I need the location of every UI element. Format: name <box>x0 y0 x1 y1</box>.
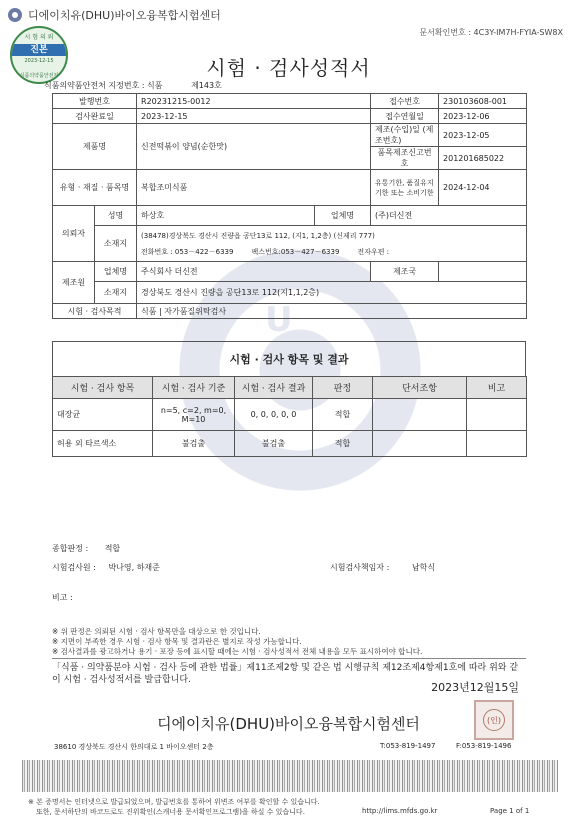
testers-value: 박나영, 하재준 <box>108 563 160 572</box>
maker-label: 제조원 <box>53 262 95 304</box>
done-date: 2023-12-15 <box>137 109 371 124</box>
purpose-value: 식품 | 자가품질위탁검사 <box>137 304 527 319</box>
table-row <box>53 399 527 431</box>
overall-judgment <box>52 543 120 554</box>
receipt-date: 2023-12-06 <box>439 109 527 124</box>
issue-no: R20231215-0012 <box>137 94 371 109</box>
stamp-text: (인) <box>483 709 505 731</box>
col-header-judgment: 판정 <box>313 377 373 399</box>
row-note <box>467 431 527 457</box>
col-header-proviso: 단서조항 <box>373 377 467 399</box>
fax-value: 053－427－6339 <box>280 247 340 256</box>
seal-bottom-text: 식품의약품안전처 <box>19 73 59 79</box>
designation-text: 식품의약품안전처 지정번호 : 식품 <box>44 81 163 90</box>
mfg-date-label: 제조(수입)일 (제조번호) <box>371 124 439 147</box>
done-date-label: 검사완료일 <box>53 109 137 124</box>
receipt-date-label: 접수연월일 <box>371 109 439 124</box>
expiry-value: 2024-12-04 <box>439 170 527 206</box>
center-logo-icon <box>8 8 22 22</box>
row-result: 0, 0, 0, 0, 0 <box>235 399 313 431</box>
row-proviso <box>373 399 467 431</box>
client-name: 하상호 <box>137 206 315 226</box>
bottom-page: Page 1 of 1 <box>490 807 530 815</box>
row-item: 허용 외 타르색소 <box>53 431 153 457</box>
info-table <box>52 93 527 319</box>
note-1: ※ 위 판정은 의뢰된 시험 · 검사 항목만을 대상으로 한 것입니다. <box>52 627 261 636</box>
overall-label: 종합판정 : <box>52 544 89 553</box>
maker-company-label: 업체명 <box>95 262 137 282</box>
client-label: 의뢰자 <box>53 206 95 262</box>
company-label: 업체명 <box>315 206 371 226</box>
center-address: 38610 경상북도 경산시 한의대로 1 바이오센터 2층 <box>54 743 214 751</box>
results-header-row <box>53 377 527 399</box>
row-standard: n=5, c=2, m=0, M=10 <box>153 399 235 431</box>
name-label: 성명 <box>95 206 137 226</box>
center-name: 디에이치유(DHU)바이오융복합시험센터 <box>157 715 420 733</box>
row-result: 불검출 <box>235 431 313 457</box>
manager-value: 남학식 <box>411 563 436 572</box>
note-3: ※ 검사결과를 광고하거나 용기 · 포장 등에 표시할 때에는 시험 · 검사성적서 전체 내용을 모두 표시하여야 합니다. <box>52 647 423 656</box>
col-header-item: 시험 · 검사 항목 <box>53 377 153 399</box>
table-row <box>53 431 527 457</box>
testers <box>52 562 160 573</box>
issue-date: 2023년12월15일 <box>431 681 519 694</box>
issue-no-label: 발행번호 <box>53 94 137 109</box>
product-label: 제품명 <box>53 124 137 170</box>
seal-date: 2023-12-15 <box>24 58 54 64</box>
center-fax: F:053-819-1496 <box>456 742 512 750</box>
col-header-note: 비고 <box>467 377 527 399</box>
bottom-line-1: ※ 본 증명서는 인터넷으로 발급되었으며, 발급번호를 통하여 위변조 여부를 확인할 수 있습니다. <box>28 798 320 806</box>
mfg-date: 2023-12-05 <box>439 124 527 147</box>
document-title: 시험 · 검사성적서 <box>206 56 371 80</box>
legal-statement: 「식품 · 의약품분야 시험 · 검사 등에 관한 법률」제11조제2항 및 같은 법 시행규칙 제12조제4항제1호에 따라 위와 같이 시험 · 검사성적서를 발급합니다. <box>52 658 526 686</box>
maker-address-label: 소재지 <box>95 282 137 304</box>
note-2: ※ 지면이 부족한 경우 시험 · 검사 항목 및 결과란은 별지로 작성 가능합니다. <box>52 637 302 646</box>
row-note <box>467 399 527 431</box>
overall-value: 적합 <box>104 544 121 553</box>
purpose-label: 시험 · 검사목적 <box>53 304 137 319</box>
client-company: (주)더신전 <box>371 206 527 226</box>
designation-no: 제143호 <box>191 81 222 90</box>
row-item: 대장균 <box>53 399 153 431</box>
address-label: 소재지 <box>95 226 137 262</box>
bottom-url[interactable]: http://lims.mfds.go.kr <box>362 807 438 815</box>
verification-barcode-icon <box>22 760 558 792</box>
confirm-number: 문서확인번호 : 4C3Y-IM7H-FYIA-SW8X <box>419 28 563 37</box>
receipt-no-label: 접수번호 <box>371 94 439 109</box>
report-no-label: 품목제조신고번호 <box>371 147 439 170</box>
receipt-no: 230103608-001 <box>439 94 527 109</box>
testers-label: 시험검사원 : <box>52 563 96 572</box>
country-label: 제조국 <box>371 262 439 282</box>
product-name: 신전떡볶이 양념(순한맛) <box>137 124 371 170</box>
client-address: (38478)경상북도 경산시 진량읍 공단13로 112, (지1, 1,2층) (신제리 777) <box>141 231 375 240</box>
remarks-label: 비고 : <box>52 593 73 602</box>
manager <box>330 562 435 573</box>
watermark-letters: U <box>265 300 293 340</box>
manager-label: 시험검사책임자 : <box>330 563 390 572</box>
results-table <box>52 376 527 457</box>
official-stamp <box>474 700 514 740</box>
country-value <box>439 262 527 282</box>
maker-company: 주식회사 더신전 <box>137 262 371 282</box>
seal-top-text: 시 험 의 뢰 <box>24 34 54 41</box>
bottom-line-2: 또한, 문서하단의 바코드로도 진위확인(스캐너용 문서확인프로그램)을 하실 수 있습니다. <box>36 808 305 816</box>
row-judgment: 적합 <box>313 399 373 431</box>
seal-band-text: 진본 <box>12 44 66 56</box>
row-judgment: 적합 <box>313 431 373 457</box>
designation <box>44 80 222 91</box>
fax-label: 팩스번호: <box>251 247 281 256</box>
row-proviso <box>373 431 467 457</box>
col-header-result: 시험 · 검사 결과 <box>235 377 313 399</box>
phone-value: 053－422－6339 <box>174 247 234 256</box>
results-title: 시험 · 검사 항목 및 결과 <box>52 341 526 376</box>
client-address-cell <box>137 226 527 262</box>
col-header-standard: 시험 · 검사 기준 <box>153 377 235 399</box>
header <box>8 6 221 24</box>
report-no: 201201685022 <box>439 147 527 170</box>
email-label: 전자우편 : <box>357 247 390 256</box>
phone-label: 전화번호 : <box>141 247 173 256</box>
type-value: 복합조미식품 <box>137 170 371 206</box>
center-tel: T:053-819-1497 <box>380 742 436 750</box>
type-label: 유형 · 재질 · 품목명 <box>53 170 137 206</box>
maker-address: 경상북도 경산시 진량읍 공단13로 112(지1,1,2층) <box>137 282 527 304</box>
expiry-label: 유통기한, 품질유지기한 또는 소비기한 <box>371 170 439 206</box>
row-standard: 불검출 <box>153 431 235 457</box>
header-org-name: 디에이치유(DHU)바이오융복합시험센터 <box>28 9 221 22</box>
